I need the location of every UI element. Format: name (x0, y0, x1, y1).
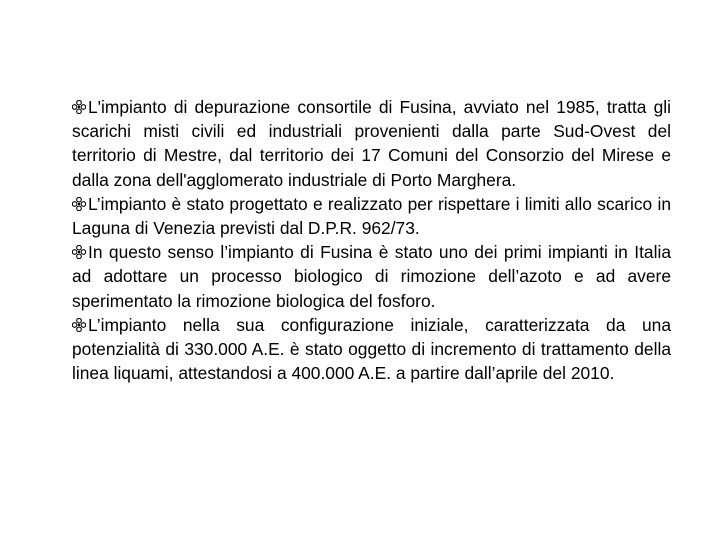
bullet-list (72, 95, 671, 385)
diamond-bullet-icon (72, 241, 86, 255)
bullet-item-3 (72, 240, 671, 313)
bullet-text-2: L’impianto è stato progettato e realizzato per rispettare i limiti allo scarico in Laguna di Venezia previsti dal D.P.R. 962/73. (72, 193, 671, 239)
diamond-bullet-icon (72, 193, 86, 207)
bullet-item-1 (72, 95, 671, 192)
bullet-item-2 (72, 192, 671, 240)
bullet-item-4 (72, 313, 671, 386)
diamond-bullet-icon (72, 314, 86, 328)
bullet-text-3: In questo senso l’impianto di Fusina è stato uno dei primi impianti in Italia ad adottare un processo biologico di rimozione dell’azoto e ad avere sperimentato la rimozione biologica del fosforo. (72, 242, 671, 311)
diamond-bullet-icon (72, 96, 86, 110)
bullet-text-1: L'impianto di depurazione consortile di Fusina, avviato nel 1985, tratta gli scarichi misti civili ed industriali provenienti dalla parte Sud-Ovest del territorio di Mestre, dal territorio dei 17 Comuni del Consorzio del Mirese e dalla zona dell'agglomerato industriale di Porto Marghera. (72, 97, 671, 190)
bullet-text-4: L’impianto nella sua configurazione iniziale, caratterizzata da una potenzialità di 330.000 A.E. è stato oggetto di incremento di trattamento della linea liquami, attestandosi a 400.000 A.E. a partire dall’aprile del 2010. (72, 314, 671, 384)
